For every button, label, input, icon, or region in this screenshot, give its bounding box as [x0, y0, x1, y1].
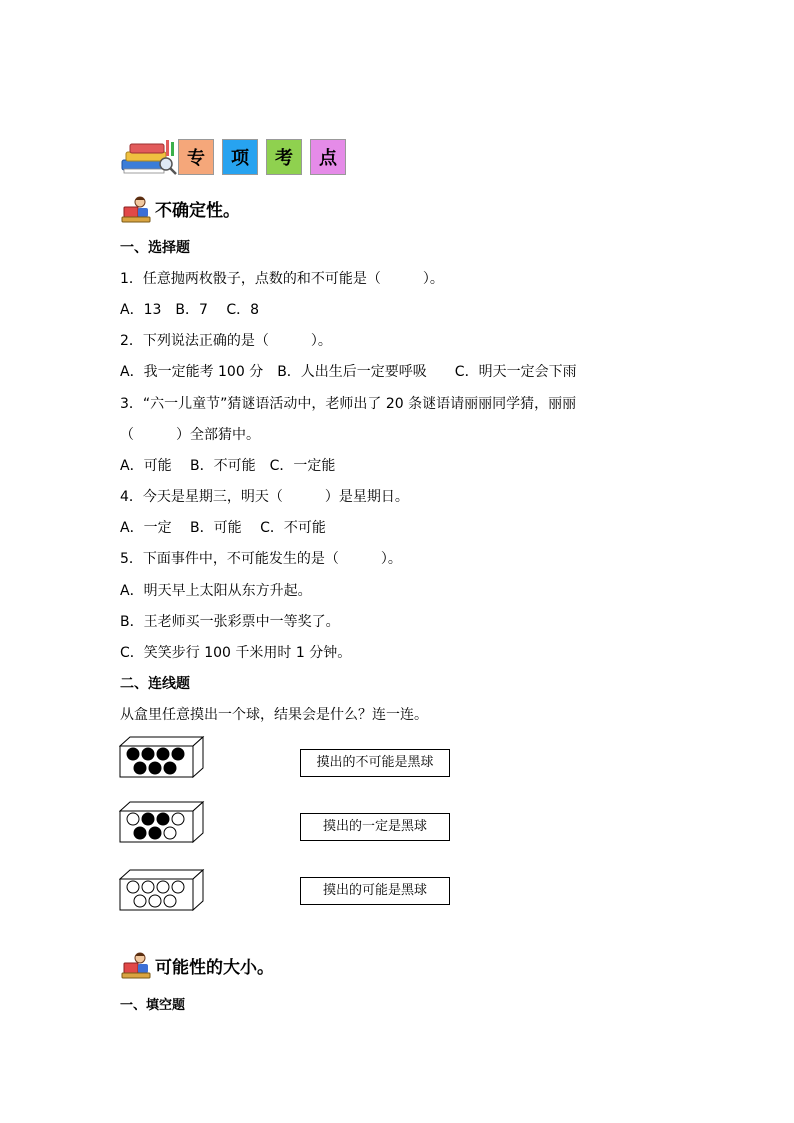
- white-ball: [127, 881, 139, 893]
- header-tile-2: 项: [222, 139, 258, 175]
- ball-box-all-white: [119, 869, 205, 911]
- black-ball: [134, 827, 146, 839]
- match-label-impossible-black[interactable]: 摸出的不可能是黑球: [300, 749, 450, 777]
- reading-student-icon: [120, 196, 152, 224]
- black-ball: [149, 827, 161, 839]
- books-icon: [120, 138, 178, 176]
- black-ball: [142, 813, 154, 825]
- match-label-possible-black[interactable]: 摸出的可能是黑球: [300, 877, 450, 905]
- ball-box-mixed: [119, 801, 205, 843]
- question-5: 5．下面事件中，不可能发生的是（ ）。: [120, 551, 402, 567]
- black-ball: [142, 748, 154, 760]
- header-tile-1: 专: [178, 139, 214, 175]
- question-3-line-1: 3．“六一儿童节”猜谜语活动中，老师出了 20 条谜语请丽丽同学猜，丽丽: [120, 396, 577, 412]
- ball-box-all-black: [119, 736, 205, 778]
- question-4: 4．今天是星期三，明天（ ）是星期日。: [120, 489, 409, 505]
- black-ball: [157, 748, 169, 760]
- white-ball: [172, 881, 184, 893]
- white-ball: [157, 881, 169, 893]
- reading-student-icon: [120, 952, 152, 980]
- question-1: 1．任意抛两枚骰子，点数的和不可能是（ ）。: [120, 271, 444, 287]
- white-ball: [134, 895, 146, 907]
- white-ball: [164, 827, 176, 839]
- white-ball: [142, 881, 154, 893]
- question-2: 2．下列说法正确的是（ ）。: [120, 333, 332, 349]
- section-title-uncertainty: 不确定性。: [155, 201, 240, 221]
- black-ball: [149, 762, 161, 774]
- black-ball: [164, 762, 176, 774]
- question-5-option-a: A．明天早上太阳从东方升起。: [120, 583, 312, 599]
- match-label-certain-black[interactable]: 摸出的一定是黑球: [300, 813, 450, 841]
- matching-instruction: 从盒里任意摸出一个球，结果会是什么？连一连。: [120, 707, 428, 723]
- question-4-options: A．一定 B．可能 C．不可能: [120, 520, 326, 536]
- heading-multiple-choice: 一、选择题: [120, 240, 190, 256]
- black-ball: [127, 748, 139, 760]
- section-title-possibility-size: 可能性的大小。: [155, 958, 274, 978]
- question-5-option-c: C．笑笑步行 100 千米用时 1 分钟。: [120, 645, 352, 661]
- question-5-option-b: B．王老师买一张彩票中一等奖了。: [120, 614, 340, 630]
- white-ball: [164, 895, 176, 907]
- white-ball: [127, 813, 139, 825]
- question-2-options: A．我一定能考 100 分 B．人出生后一定要呼吸 C．明天一定会下雨: [120, 364, 577, 380]
- question-3-options: A．可能 B．不可能 C．一定能: [120, 458, 336, 474]
- header-tile-3: 考: [266, 139, 302, 175]
- black-ball: [157, 813, 169, 825]
- white-ball: [172, 813, 184, 825]
- black-ball: [172, 748, 184, 760]
- heading-fill-blank: 一、填空题: [120, 998, 186, 1013]
- black-ball: [134, 762, 146, 774]
- header-tile-4: 点: [310, 139, 346, 175]
- question-3-line-2: （ ）全部猜中。: [120, 427, 260, 443]
- white-ball: [149, 895, 161, 907]
- heading-matching: 二、连线题: [120, 676, 190, 692]
- question-1-options: A．13 B．7 C．8: [120, 302, 260, 318]
